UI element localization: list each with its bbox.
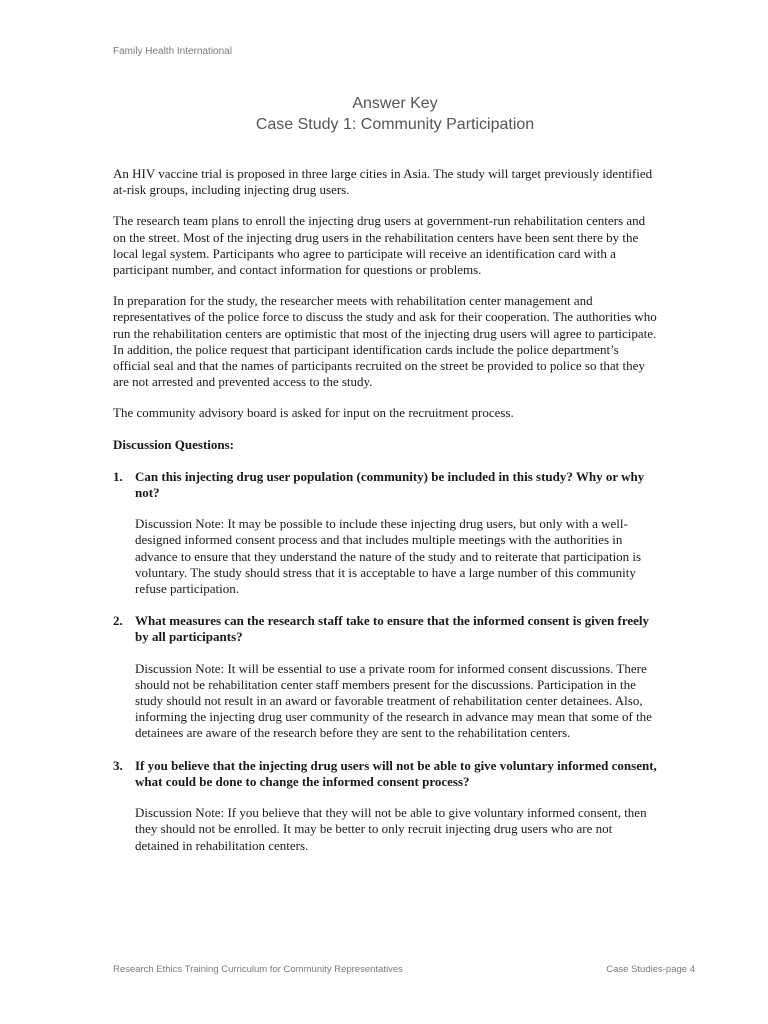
question-number: 2. (113, 613, 123, 629)
footer-curriculum-title: Research Ethics Training Curriculum for Community Representatives (113, 964, 403, 975)
footer-page-number: Case Studies-page 4 (606, 964, 695, 975)
question-number: 1. (113, 468, 123, 484)
title-line-1: Answer Key (352, 95, 438, 112)
paragraph-intro: An HIV vaccine trial is proposed in three large cities in Asia. The study will target previously identified at-risk groups, including injecting drug users. (113, 166, 653, 198)
question-text: What measures can the research staff take to ensure that the informed consent is given freely by all participants? (135, 613, 650, 645)
document-title (0, 93, 768, 135)
question-text: Can this injecting drug user population (community) be included in this study? Why or why not? (135, 468, 645, 501)
question-3 (113, 758, 658, 790)
discussion-note-3: Discussion Note: If you believe that they will not be able to give voluntary informed consent, then they should not be enrolled. It may be better to only recruit injecting drug users who are not detained in rehabilitation centers. (135, 805, 647, 853)
discussion-heading: Discussion Questions: (113, 436, 234, 452)
question-number: 3. (113, 757, 123, 773)
discussion-note-1: Discussion Note: It may be possible to include these injecting drug users, but only with a well-designed informed consent process and that includes multiple meetings with the authorities in advance to ensure that they understand the nature of the study and to reiterate that participation is voluntary. The study should stress that it is acceptable to have a large number of this community refuse participation. (135, 516, 642, 597)
question-1 (113, 469, 658, 501)
title-line-2: Case Study 1: Community Participation (255, 116, 535, 133)
header-organization: Family Health International (113, 46, 232, 57)
document-body (113, 166, 658, 870)
discussion-note-2: Discussion Note: It will be essential to use a private room for informed consent discussions. There should not be rehabilitation center staff members present for the discussions. Participation in the study should not result in an award or favorable treatment of rehabilitation center detainees. Also, informing the injecting drug user community of the research in advance may mean that some of the detainees are aware of the research before they are sent to the rehabilitation centers. (135, 660, 652, 741)
paragraph-enrollment: The research team plans to enroll the injecting drug users at government-run rehabilitation centers and on the street. Most of the injecting drug users in the rehabilitation centers have been sent there by the local legal system. Participants who agree to participate will receive an identification card with a participant number, and contact information for questions or problems. (113, 213, 646, 278)
paragraph-advisory-board: The community advisory board is asked for input on the recruitment process. (113, 405, 514, 421)
question-2 (113, 613, 658, 645)
paragraph-preparation: In preparation for the study, the researcher meets with rehabilitation center management and representatives of the police force to discuss the study and ask for their cooperation. The authorities who run the rehabilitation centers are optimistic that most of the injecting drug users will agree to participate. In addition, the police request that participant identification cards include the police department’s official seal and that the names of participants recruited on the street be provided to police so that they are not arrested and prevented access to the study. (113, 293, 657, 390)
question-text: If you believe that the injecting drug users will not be able to give voluntary informed consent, what could be done to change the informed consent process? (135, 757, 657, 789)
